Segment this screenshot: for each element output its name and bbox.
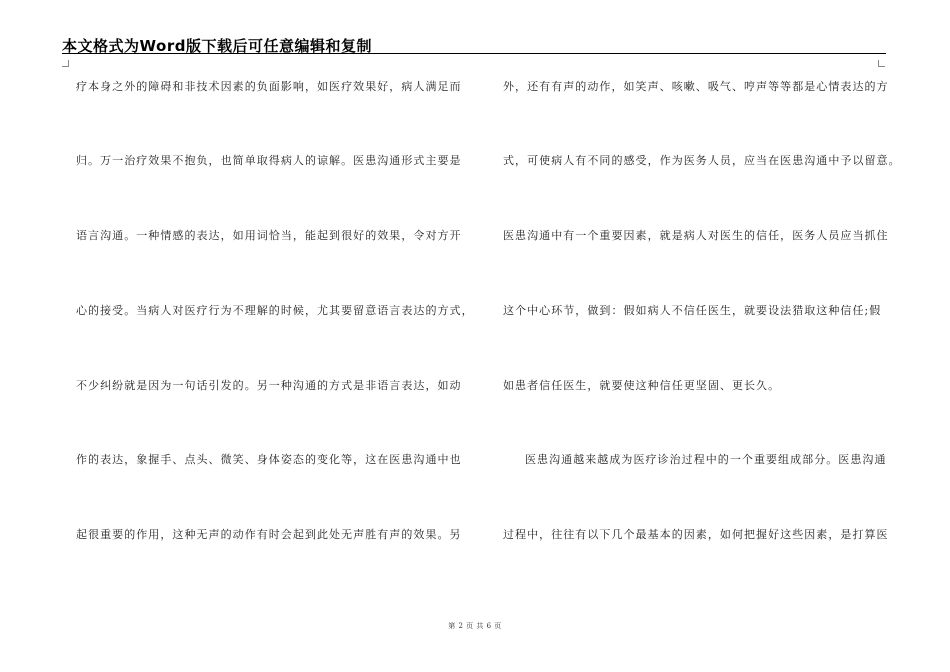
text-line: 式，可使病人有不同的感受，作为医务人员，应当在医患沟通中予以留意。 [503,154,901,167]
text-line: 归。万一治疗效果不抱负，也简单取得病人的谅解。医患沟通形式主要是 [76,154,462,167]
page-number: 第 2 页 共 6 页 [448,622,502,630]
text-line: 起很重要的作用，这种无声的动作有时会起到此处无声胜有声的效果。另 [76,528,462,541]
text-line: 疗本身之外的障碍和非技术因素的负面影响，如医疗效果好，病人满足而 [76,80,462,93]
text-line: 过程中，往往有以下几个最基本的因素，如何把握好这些因素，是打算医 [503,528,889,541]
crop-mark-left [62,60,69,67]
text-line: 医患沟通中有一个重要因素，就是病人对医生的信任，医务人员应当抓住 [503,229,889,242]
text-line: 心的接受。当病人对医疗行为不理解的时候，尤其要留意语言表达的方式， [76,304,474,317]
text-line: 作的表达，象握手、点头、微笑、身体姿态的变化等，这在医患沟通中也 [76,453,462,466]
text-line: 语言沟通。一种情感的表达，如用词恰当，能起到很好的效果，令对方开 [76,229,462,242]
header-divider [62,53,886,54]
text-line: 如患者信任医生，就要使这种信任更坚固、更长久。 [503,379,781,392]
crop-mark-right [878,60,885,67]
document-header-title: 本文格式为Word版下载后可任意编辑和复制 [62,37,372,55]
text-line: 外，还有有声的动作，如笑声、咳嗽、吸气、哼声等等都是心情表达的方 [503,80,889,93]
text-line: 不少纠纷就是因为一句话引发的。另一种沟通的方式是非语言表达，如动 [76,379,462,392]
text-line: 这个中心环节，做到：假如病人不信任医生，就要设法猎取这种信任;假 [503,304,882,317]
paragraph-first-line: 医患沟通越来越成为医疗诊治过程中的一个重要组成部分。医患沟通 [525,453,887,466]
